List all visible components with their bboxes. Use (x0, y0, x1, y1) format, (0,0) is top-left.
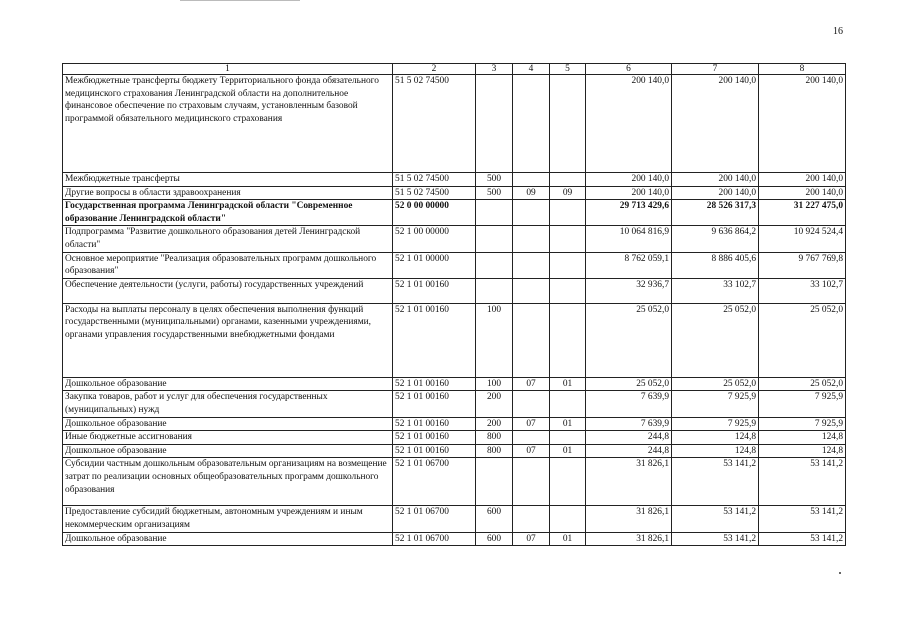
row-amount-year2: 200 140,0 (672, 173, 759, 187)
row-section: 07 (513, 417, 550, 431)
row-target-code: 52 1 00 00000 (393, 226, 476, 252)
row-subsection (550, 75, 586, 173)
row-amount-year3: 31 227 475,0 (759, 200, 846, 226)
row-expense-type: 800 (476, 444, 513, 458)
row-amount-year1: 244,8 (586, 431, 672, 445)
row-name: Дошкольное образование (63, 417, 393, 431)
row-expense-type: 600 (476, 506, 513, 532)
header-cell: 3 (476, 64, 513, 75)
row-subsection: 01 (550, 377, 586, 391)
row-amount-year3: 25 052,0 (759, 303, 846, 377)
table-row (63, 226, 846, 252)
row-subsection (550, 226, 586, 252)
row-amount-year3: 7 925,9 (759, 391, 846, 417)
row-name: Предоставление субсидий бюджетным, автономным учреждениям и иным некоммерческим организациям (63, 506, 393, 532)
row-subsection: 09 (550, 186, 586, 200)
header-cell: 8 (759, 64, 846, 75)
row-expense-type (476, 200, 513, 226)
row-amount-year2: 53 141,2 (672, 458, 759, 506)
row-amount-year1: 10 064 816,9 (586, 226, 672, 252)
row-name: Расходы на выплаты персоналу в целях обеспечения выполнения функций государственными (муниципальными) органами, казенными учреждениями, органами управления государственными внебюджетными фондами (63, 303, 393, 377)
row-subsection (550, 506, 586, 532)
row-amount-year1: 31 826,1 (586, 458, 672, 506)
row-target-code: 52 1 01 06700 (393, 506, 476, 532)
table-row (63, 391, 846, 417)
row-subsection (550, 200, 586, 226)
row-section: 07 (513, 444, 550, 458)
row-expense-type: 500 (476, 173, 513, 187)
row-amount-year2: 200 140,0 (672, 75, 759, 173)
row-section (513, 458, 550, 506)
row-section: 07 (513, 532, 550, 546)
row-name: Дошкольное образование (63, 532, 393, 546)
row-name: Подпрограмма "Развитие дошкольного образования детей Ленинградской области" (63, 226, 393, 252)
row-target-code: 52 1 01 00160 (393, 444, 476, 458)
row-amount-year1: 32 936,7 (586, 278, 672, 303)
row-subsection: 01 (550, 417, 586, 431)
row-section (513, 200, 550, 226)
row-expense-type (476, 278, 513, 303)
row-amount-year2: 53 141,2 (672, 532, 759, 546)
row-amount-year2: 124,8 (672, 444, 759, 458)
row-section: 09 (513, 186, 550, 200)
row-amount-year1: 31 826,1 (586, 506, 672, 532)
row-amount-year1: 200 140,0 (586, 75, 672, 173)
row-amount-year2: 7 925,9 (672, 417, 759, 431)
header-cell: 4 (513, 64, 550, 75)
header-cell: 2 (393, 64, 476, 75)
row-subsection (550, 431, 586, 445)
row-subsection (550, 278, 586, 303)
header-cell: 1 (63, 64, 393, 75)
header-cell: 5 (550, 64, 586, 75)
row-amount-year2: 53 141,2 (672, 506, 759, 532)
row-amount-year3: 124,8 (759, 444, 846, 458)
row-expense-type: 500 (476, 186, 513, 200)
row-expense-type (476, 226, 513, 252)
row-amount-year1: 8 762 059,1 (586, 252, 672, 278)
row-target-code: 52 1 01 00160 (393, 391, 476, 417)
row-name: Другие вопросы в области здравоохранения (63, 186, 393, 200)
row-subsection (550, 173, 586, 187)
row-section (513, 75, 550, 173)
table-row (63, 532, 846, 546)
row-amount-year3: 10 924 524,4 (759, 226, 846, 252)
row-amount-year2: 200 140,0 (672, 186, 759, 200)
row-amount-year1: 25 052,0 (586, 303, 672, 377)
header-cell: 6 (586, 64, 672, 75)
row-section (513, 252, 550, 278)
row-target-code: 51 5 02 74500 (393, 75, 476, 173)
row-subsection: 01 (550, 444, 586, 458)
row-amount-year1: 31 826,1 (586, 532, 672, 546)
row-expense-type: 200 (476, 391, 513, 417)
table-row (63, 444, 846, 458)
row-section (513, 431, 550, 445)
row-amount-year3: 200 140,0 (759, 173, 846, 187)
row-section: 07 (513, 377, 550, 391)
table-body (63, 64, 846, 546)
scan-edge-mark (180, 0, 300, 1)
row-amount-year1: 200 140,0 (586, 186, 672, 200)
row-amount-year3: 7 925,9 (759, 417, 846, 431)
row-subsection: 01 (550, 532, 586, 546)
row-amount-year1: 7 639,9 (586, 417, 672, 431)
row-amount-year1: 244,8 (586, 444, 672, 458)
header-cell: 7 (672, 64, 759, 75)
row-section (513, 391, 550, 417)
row-name: Межбюджетные трансферты (63, 173, 393, 187)
row-amount-year2: 33 102,7 (672, 278, 759, 303)
page-number: 16 (833, 26, 843, 37)
row-target-code: 52 1 01 00000 (393, 252, 476, 278)
row-expense-type: 800 (476, 431, 513, 445)
table-row (63, 173, 846, 187)
row-amount-year3: 200 140,0 (759, 186, 846, 200)
row-expense-type (476, 252, 513, 278)
table-row (63, 252, 846, 278)
row-target-code: 52 1 01 06700 (393, 458, 476, 506)
header-row (63, 64, 846, 75)
row-expense-type: 600 (476, 532, 513, 546)
row-subsection (550, 303, 586, 377)
row-amount-year2: 8 886 405,6 (672, 252, 759, 278)
table-row (63, 303, 846, 377)
row-amount-year2: 25 052,0 (672, 377, 759, 391)
row-target-code: 52 0 00 00000 (393, 200, 476, 226)
table-row (63, 200, 846, 226)
row-target-code: 52 1 01 00160 (393, 278, 476, 303)
row-amount-year3: 124,8 (759, 431, 846, 445)
row-amount-year3: 53 141,2 (759, 506, 846, 532)
row-section (513, 506, 550, 532)
row-amount-year3: 200 140,0 (759, 75, 846, 173)
row-section (513, 278, 550, 303)
row-name: Государственная программа Ленинградской области "Современное образование Ленинградской области" (63, 200, 393, 226)
row-section (513, 226, 550, 252)
row-expense-type: 100 (476, 303, 513, 377)
table-row (63, 186, 846, 200)
row-target-code: 52 1 01 00160 (393, 303, 476, 377)
table-row (63, 377, 846, 391)
row-subsection (550, 391, 586, 417)
row-amount-year2: 28 526 317,3 (672, 200, 759, 226)
row-amount-year2: 9 636 864,2 (672, 226, 759, 252)
row-name: Обеспечение деятельности (услуги, работы) государственных учреждений (63, 278, 393, 303)
row-amount-year3: 53 141,2 (759, 532, 846, 546)
row-target-code: 52 1 01 06700 (393, 532, 476, 546)
budget-table (62, 63, 846, 546)
row-amount-year2: 124,8 (672, 431, 759, 445)
row-amount-year1: 200 140,0 (586, 173, 672, 187)
scan-dot (839, 572, 841, 574)
row-amount-year3: 33 102,7 (759, 278, 846, 303)
row-target-code: 52 1 01 00160 (393, 431, 476, 445)
table-row (63, 278, 846, 303)
row-name: Субсидии частным дошкольным образовательным организациям на возмещение затрат по реализации основных общеобразовательных программ дошкольного образования (63, 458, 393, 506)
row-subsection (550, 252, 586, 278)
row-expense-type (476, 75, 513, 173)
row-subsection (550, 458, 586, 506)
row-name: Дошкольное образование (63, 444, 393, 458)
row-name: Дошкольное образование (63, 377, 393, 391)
row-amount-year3: 53 141,2 (759, 458, 846, 506)
table-row (63, 506, 846, 532)
row-expense-type: 200 (476, 417, 513, 431)
table-row (63, 458, 846, 506)
row-target-code: 52 1 01 00160 (393, 377, 476, 391)
row-section (513, 303, 550, 377)
row-name: Основное мероприятие "Реализация образовательных программ дошкольного образования" (63, 252, 393, 278)
row-amount-year2: 7 925,9 (672, 391, 759, 417)
row-amount-year1: 7 639,9 (586, 391, 672, 417)
row-expense-type: 100 (476, 377, 513, 391)
table-row (63, 75, 846, 173)
row-amount-year1: 29 713 429,6 (586, 200, 672, 226)
row-target-code: 52 1 01 00160 (393, 417, 476, 431)
row-amount-year3: 9 767 769,8 (759, 252, 846, 278)
table-row (63, 417, 846, 431)
row-section (513, 173, 550, 187)
row-amount-year1: 25 052,0 (586, 377, 672, 391)
row-name: Межбюджетные трансферты бюджету Территориального фонда обязательного медицинского страхования Ленинградской области на дополнительное финансовое обеспечение по страховым случаям, установленным базовой программой обязательного медицинского страхования (63, 75, 393, 173)
row-amount-year3: 25 052,0 (759, 377, 846, 391)
row-amount-year2: 25 052,0 (672, 303, 759, 377)
row-expense-type (476, 458, 513, 506)
row-name: Иные бюджетные ассигнования (63, 431, 393, 445)
row-name: Закупка товаров, работ и услуг для обеспечения государственных (муниципальных) нужд (63, 391, 393, 417)
row-target-code: 51 5 02 74500 (393, 186, 476, 200)
row-target-code: 51 5 02 74500 (393, 173, 476, 187)
table-row (63, 431, 846, 445)
